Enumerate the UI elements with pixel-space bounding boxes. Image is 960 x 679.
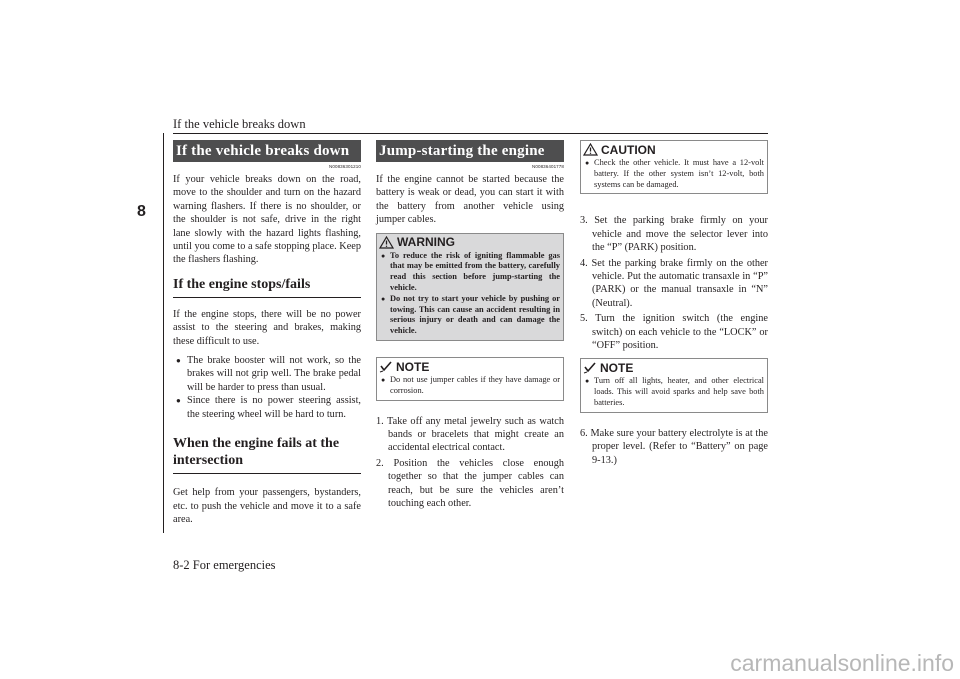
list-item: ● Do not try to start your vehicle by pushing or towing. This can cause an accident resulting in serious injury or death and can damage the vehicle. [381,293,560,336]
list-item: ● Do not use jumper cables if they have damage or corrosion. [381,375,560,395]
list-item: ● Check the other vehicle. It must have a 12-volt battery. If the other system isn’t 12-volt, both systems can be damaged. [585,158,764,189]
note-title: NOTE [396,359,430,374]
list-item: ● Turn off all lights, heater, and other electrical loads. This will avoid sparks and help save both batteries. [585,376,764,408]
caution-triangle-icon [583,143,598,156]
section-title-breakdown: If the vehicle breaks down [173,140,361,162]
list-item: ● To reduce the risk of igniting flammable gas that may be emitted from the battery, carefully read this section before jump-starting the vehicle. [381,250,560,293]
caution-box [580,140,768,194]
bullet-icon: ● [381,251,386,260]
section-ref-code: N00836301210 [329,164,361,169]
chapter-number: 8 [137,203,146,220]
intersection-text: Get help from your passengers, bystanders, etc. to push the vehicle and move it to a safe area. [173,487,361,525]
note-box [580,358,768,412]
engine-stops-text: If the engine stops, there will be no power assist to the steering and brakes, making these difficult to use. [173,308,361,347]
bullet-icon: ● [381,294,386,303]
jump-start-steps [376,415,564,511]
list-item: ● The brake booster will not work, so the brakes will not grip well. The brake pedal will be harder to press than usual. [176,355,361,393]
bullet-icon: ● [176,396,181,406]
note-box [376,357,564,401]
warning-items [377,251,563,340]
header-rule [173,133,768,134]
caution-items [581,158,767,193]
warning-triangle-icon [379,236,394,249]
chapter-tab-rule [163,133,164,533]
column-3 [580,140,768,469]
column-2 [376,140,564,512]
section-title-jump-start: Jump-starting the engine [376,140,564,162]
warning-box [376,233,564,341]
caution-title: CAUTION [601,142,656,157]
running-head-title: If the vehicle breaks down [173,117,306,131]
note-items [581,376,767,411]
subheading-intersection: When the engine fails at the intersection [173,435,361,474]
list-item: ● Since there is no power steering assist, the steering wheel will be hard to turn. [176,395,361,420]
warning-title: WARNING [397,235,455,250]
list-item: 5. Turn the ignition switch (the engine switch) on each vehicle to the “LOCK” or “OFF” position. [580,313,768,352]
breakdown-intro-text: If your vehicle breaks down on the road, move to the shoulder and turn on the hazard warning flashers. If there is no shoulder, or the shoulder is not safe, drive in the right lane slowly with the hazard lights flashing, until you come to a safe stopping place. Keep the flashers flashing. [173,174,361,266]
note-header [377,358,563,375]
note-pencil-icon [379,360,393,373]
list-item: 4. Set the parking brake firmly on the other vehicle. Put the automatic transaxle in “P” (PARK) or the manual transaxle in “N” (Neutral). [580,257,768,309]
column-1 [173,140,361,526]
section-ref-code: N00836401778 [532,164,564,169]
warning-header [377,234,563,251]
list-item: 2. Position the vehicles close enough together so that the jumper cables can reach, but be sure the vehicles aren’t touching each other. [376,457,564,510]
bullet-icon: ● [381,376,386,384]
jump-start-intro-text: If the engine cannot be started because the battery is weak or dead, you can start it with the battery from another vehicle using jumper cables. [376,174,564,226]
bullet-icon: ● [585,377,590,386]
note-title: NOTE [600,360,634,375]
engine-stops-bullets [173,354,361,421]
bullet-icon: ● [585,159,590,167]
list-item: 3. Set the parking brake firmly on your vehicle and move the selector lever into the “P” (PARK) position. [580,215,768,254]
list-item: 1. Take off any metal jewelry such as watch bands or bracelets that might create an accidental electrical contact. [376,415,564,454]
note-header [581,359,767,376]
bullet-icon: ● [176,356,181,366]
subheading-engine-stops: If the engine stops/fails [173,276,361,298]
note-pencil-icon [583,361,597,374]
page-footer: 8-2 For emergencies [173,558,276,572]
watermark-text: carmanualsonline.info [730,650,954,676]
note-items [377,375,563,400]
jump-start-steps-final [580,427,768,467]
jump-start-steps-continued [580,214,768,352]
list-item: 6. Make sure your battery electrolyte is at the proper level. (Refer to “Battery” on page 9-13.) [580,427,768,466]
caution-header [581,141,767,158]
